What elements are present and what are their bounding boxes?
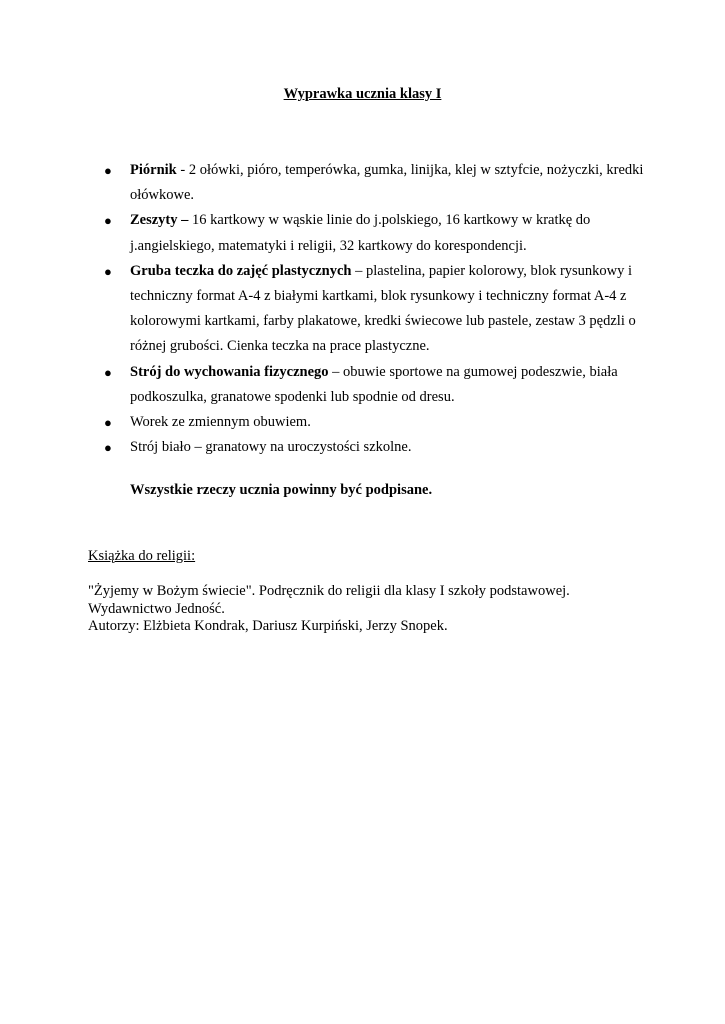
item-text: - 2 ołówki, pióro, temperówka, gumka, linijka, klej w sztyfcie, nożyczki, kredki ołówkowe. <box>130 162 644 204</box>
list-item <box>102 360 662 410</box>
list-item <box>102 410 662 435</box>
item-text: – obuwie sportowe na gumowej podeszwie, biała podkoszulka, granatowe spodenki lub spodnie od dresu. <box>130 363 618 405</box>
item-text: Strój biało – granatowy na uroczystości szkolne. <box>130 439 412 456</box>
bullet-icon: ● <box>104 163 112 178</box>
item-heading: Gruba teczka do zajęć plastycznych <box>130 262 352 279</box>
supply-list <box>102 158 662 460</box>
item-text: 16 kartkowy w wąskie linie do j.polskiego, 16 kartkowy w kratkę do j.angielskiego, matematyki i religii, 32 kartkowy do korespondencji. <box>130 212 591 254</box>
item-text: Worek ze zmiennym obuwiem. <box>130 414 311 431</box>
list-item <box>102 208 662 258</box>
item-text: – plastelina, papier kolorowy, blok rysunkowy i techniczny format A-4 z białymi kartkami, blok rysunkowy i techniczny format A-4 z kolorowymi kartkami, farby plakatowe, kredki świecowe lub pastele, zestaw 3 pędzli o różnej grubości. Cienka teczka na prace plastyczne. <box>130 262 636 355</box>
book-heading: Książka do religii: <box>88 548 196 564</box>
bullet-icon: ● <box>104 263 112 279</box>
list-item <box>102 435 662 460</box>
book-title-line: "Żyjemy w Bożym świecie". Podręcznik do religii dla klasy I szkoły podstawowej. <box>88 583 570 599</box>
bullet-icon: ● <box>104 213 112 229</box>
bullet-icon: ● <box>104 415 112 431</box>
document-title: Wyprawka ucznia klasy I <box>283 86 442 102</box>
book-authors-line: Autorzy: Elżbieta Kondrak, Dariusz Kurpiński, Jerzy Snopek. <box>88 618 448 634</box>
signing-note: Wszystkie rzeczy ucznia powinny być podpisane. <box>130 482 433 498</box>
book-info <box>88 583 570 636</box>
book-publisher-line: Wydawnictwo Jedność. <box>88 600 225 617</box>
item-heading: Zeszyty – <box>130 212 189 229</box>
list-item <box>102 259 662 360</box>
item-heading: Strój do wychowania fizycznego <box>130 363 329 380</box>
list-item <box>102 158 662 208</box>
item-heading: Piórnik <box>130 162 177 178</box>
bullet-icon: ● <box>104 440 112 456</box>
bullet-icon: ● <box>104 364 112 380</box>
